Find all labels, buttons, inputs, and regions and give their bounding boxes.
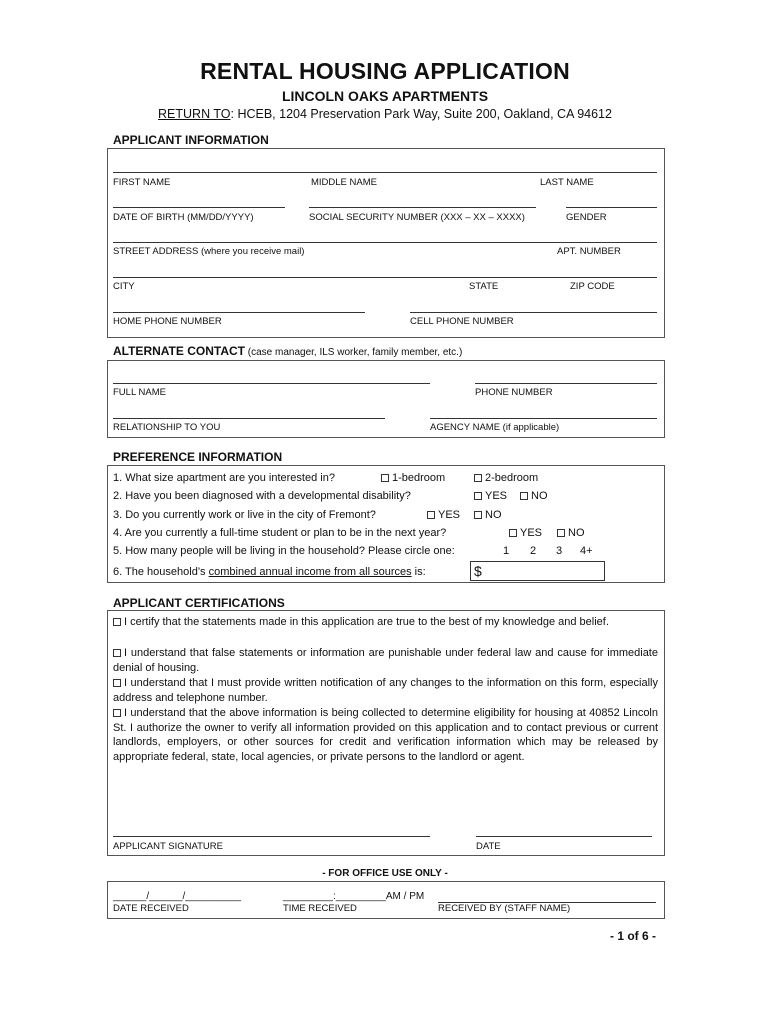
date-received-label: DATE RECEIVED xyxy=(113,903,189,914)
preference-heading: PREFERENCE INFORMATION xyxy=(113,450,283,464)
checkbox-icon[interactable] xyxy=(520,492,528,500)
return-to-label: RETURN TO xyxy=(158,107,231,121)
checkbox-icon[interactable] xyxy=(113,649,121,657)
checkbox-icon[interactable] xyxy=(427,511,435,519)
household-option-3[interactable]: 3 xyxy=(556,545,563,557)
two-bedroom-label: 2-bedroom xyxy=(485,472,539,484)
last-name-label: LAST NAME xyxy=(540,177,594,188)
relationship-label: RELATIONSHIP TO YOU xyxy=(113,422,221,433)
alt-phone-label: PHONE NUMBER xyxy=(475,387,553,398)
alternate-contact-heading xyxy=(113,344,462,358)
dob-label: DATE OF BIRTH (MM/DD/YYYY) xyxy=(113,212,254,223)
office-use-heading: - FOR OFFICE USE ONLY - xyxy=(322,868,448,879)
certification-1-text: I certify that the statements made in this application are true to the best of my knowledge and belief. xyxy=(124,616,609,628)
q3-no-label: NO xyxy=(485,509,502,521)
currency-symbol: $ xyxy=(474,563,482,579)
alt-full-name-label: FULL NAME xyxy=(113,387,166,398)
applicant-info-heading: APPLICANT INFORMATION xyxy=(113,133,269,147)
checkbox-icon[interactable] xyxy=(509,529,517,537)
q6-prefix: 6. The household’s xyxy=(113,566,209,578)
date-received-field[interactable]: ______/______/__________ xyxy=(113,891,241,902)
q2-no-label: NO xyxy=(531,490,548,502)
first-name-label: FIRST NAME xyxy=(113,177,171,188)
certification-3 xyxy=(113,676,658,705)
city-label: CITY xyxy=(113,281,135,292)
question-4: 4. Are you currently a full-time student or plan to be in the next year? xyxy=(113,527,447,539)
question-3: 3. Do you currently work or live in the city of Fremont? xyxy=(113,509,376,521)
certification-2-text: I understand that false statements or information are punishable under federal law and cause for immediate denial of housing. xyxy=(113,647,658,674)
signature-label: APPLICANT SIGNATURE xyxy=(113,841,223,852)
city-line[interactable] xyxy=(113,277,657,278)
income-input[interactable] xyxy=(470,561,605,581)
household-option-4plus[interactable]: 4+ xyxy=(580,545,593,557)
dob-line[interactable] xyxy=(113,207,285,208)
signature-date-label: DATE xyxy=(476,841,501,852)
question-1: 1. What size apartment are you interested in? xyxy=(113,472,335,484)
return-address xyxy=(0,107,770,121)
checkbox-icon[interactable] xyxy=(474,511,482,519)
q2-no-option[interactable] xyxy=(520,490,548,502)
property-name: LINCOLN OAKS APARTMENTS xyxy=(281,88,489,104)
q4-yes-label: YES xyxy=(520,527,543,539)
checkbox-icon[interactable] xyxy=(113,618,121,626)
question-6 xyxy=(113,566,426,578)
question-5: 5. How many people will be living in the household? Please circle one: xyxy=(113,545,455,557)
certification-3-text: I understand that I must provide written notification of any changes to the information on this form, especially address and telephone number. xyxy=(113,677,658,704)
certification-4-text: I understand that the above information is being collected to determine eligibility for housing at 40852 Lincoln St. I authorize the owner to verify all information provided on this application and to contact previous or current landlords, employers, or other sources for credit and verification information which may be released by appropriate federal, state, local agencies, or private persons to the landlord or agent. xyxy=(113,707,658,763)
time-received-label: TIME RECEIVED xyxy=(283,903,357,914)
alt-full-name-line[interactable] xyxy=(113,383,430,384)
q2-yes-option[interactable] xyxy=(474,490,507,502)
received-by-label: RECEIVED BY (STAFF NAME) xyxy=(438,903,571,914)
q3-no-option[interactable] xyxy=(474,509,502,521)
one-bedroom-label: 1-bedroom xyxy=(392,472,446,484)
certification-1 xyxy=(113,615,658,630)
question-2: 2. Have you been diagnosed with a developmental disability? xyxy=(113,490,411,502)
checkbox-icon[interactable] xyxy=(474,474,482,482)
checkbox-icon[interactable] xyxy=(113,679,121,687)
one-bedroom-option[interactable] xyxy=(381,472,445,484)
apt-label: APT. NUMBER xyxy=(557,246,621,257)
q4-no-label: NO xyxy=(568,527,585,539)
checkbox-icon[interactable] xyxy=(474,492,482,500)
q6-suffix: is: xyxy=(411,566,426,578)
time-received-field[interactable]: _________:_________AM / PM xyxy=(283,891,425,902)
certification-2 xyxy=(113,646,658,675)
relationship-line[interactable] xyxy=(113,418,385,419)
signature-line[interactable] xyxy=(113,836,430,837)
signature-date-line[interactable] xyxy=(476,836,652,837)
street-label: STREET ADDRESS (where you receive mail) xyxy=(113,246,305,257)
middle-name-label: MIDDLE NAME xyxy=(311,177,377,188)
alternate-contact-note: (case manager, ILS worker, family member, etc.) xyxy=(244,347,463,358)
gender-label: GENDER xyxy=(566,212,607,223)
q4-yes-option[interactable] xyxy=(509,527,542,539)
return-address-text: : HCEB, 1204 Preservation Park Way, Suite 200, Oakland, CA 94612 xyxy=(230,107,612,121)
certifications-heading: APPLICANT CERTIFICATIONS xyxy=(113,596,285,610)
home-phone-label: HOME PHONE NUMBER xyxy=(113,316,222,327)
ssn-label: SOCIAL SECURITY NUMBER (XXX – XX – XXXX) xyxy=(309,212,525,223)
q4-no-option[interactable] xyxy=(557,527,585,539)
state-label: STATE xyxy=(469,281,499,292)
agency-label: AGENCY NAME (if applicable) xyxy=(430,422,560,433)
certification-4 xyxy=(113,706,658,764)
zip-label: ZIP CODE xyxy=(570,281,615,292)
checkbox-icon[interactable] xyxy=(381,474,389,482)
q3-yes-label: YES xyxy=(438,509,461,521)
ssn-line[interactable] xyxy=(309,207,536,208)
home-phone-line[interactable] xyxy=(113,312,365,313)
two-bedroom-option[interactable] xyxy=(474,472,538,484)
cell-phone-line[interactable] xyxy=(410,312,657,313)
cell-phone-label: CELL PHONE NUMBER xyxy=(410,316,514,327)
page-number: - 1 of 6 - xyxy=(609,929,656,943)
form-title: RENTAL HOUSING APPLICATION xyxy=(200,58,570,84)
alternate-contact-title: ALTERNATE CONTACT xyxy=(113,344,245,358)
q3-yes-option[interactable] xyxy=(427,509,460,521)
agency-line[interactable] xyxy=(430,418,657,419)
q2-yes-label: YES xyxy=(485,490,508,502)
q6-underlined: combined annual income from all sources xyxy=(208,566,412,578)
checkbox-icon[interactable] xyxy=(113,709,121,717)
household-option-1[interactable]: 1 xyxy=(503,545,510,557)
gender-line[interactable] xyxy=(566,207,657,208)
checkbox-icon[interactable] xyxy=(557,529,565,537)
alt-phone-line[interactable] xyxy=(475,383,657,384)
name-line[interactable] xyxy=(113,172,657,173)
household-option-2[interactable]: 2 xyxy=(530,545,537,557)
street-line[interactable] xyxy=(113,242,657,243)
